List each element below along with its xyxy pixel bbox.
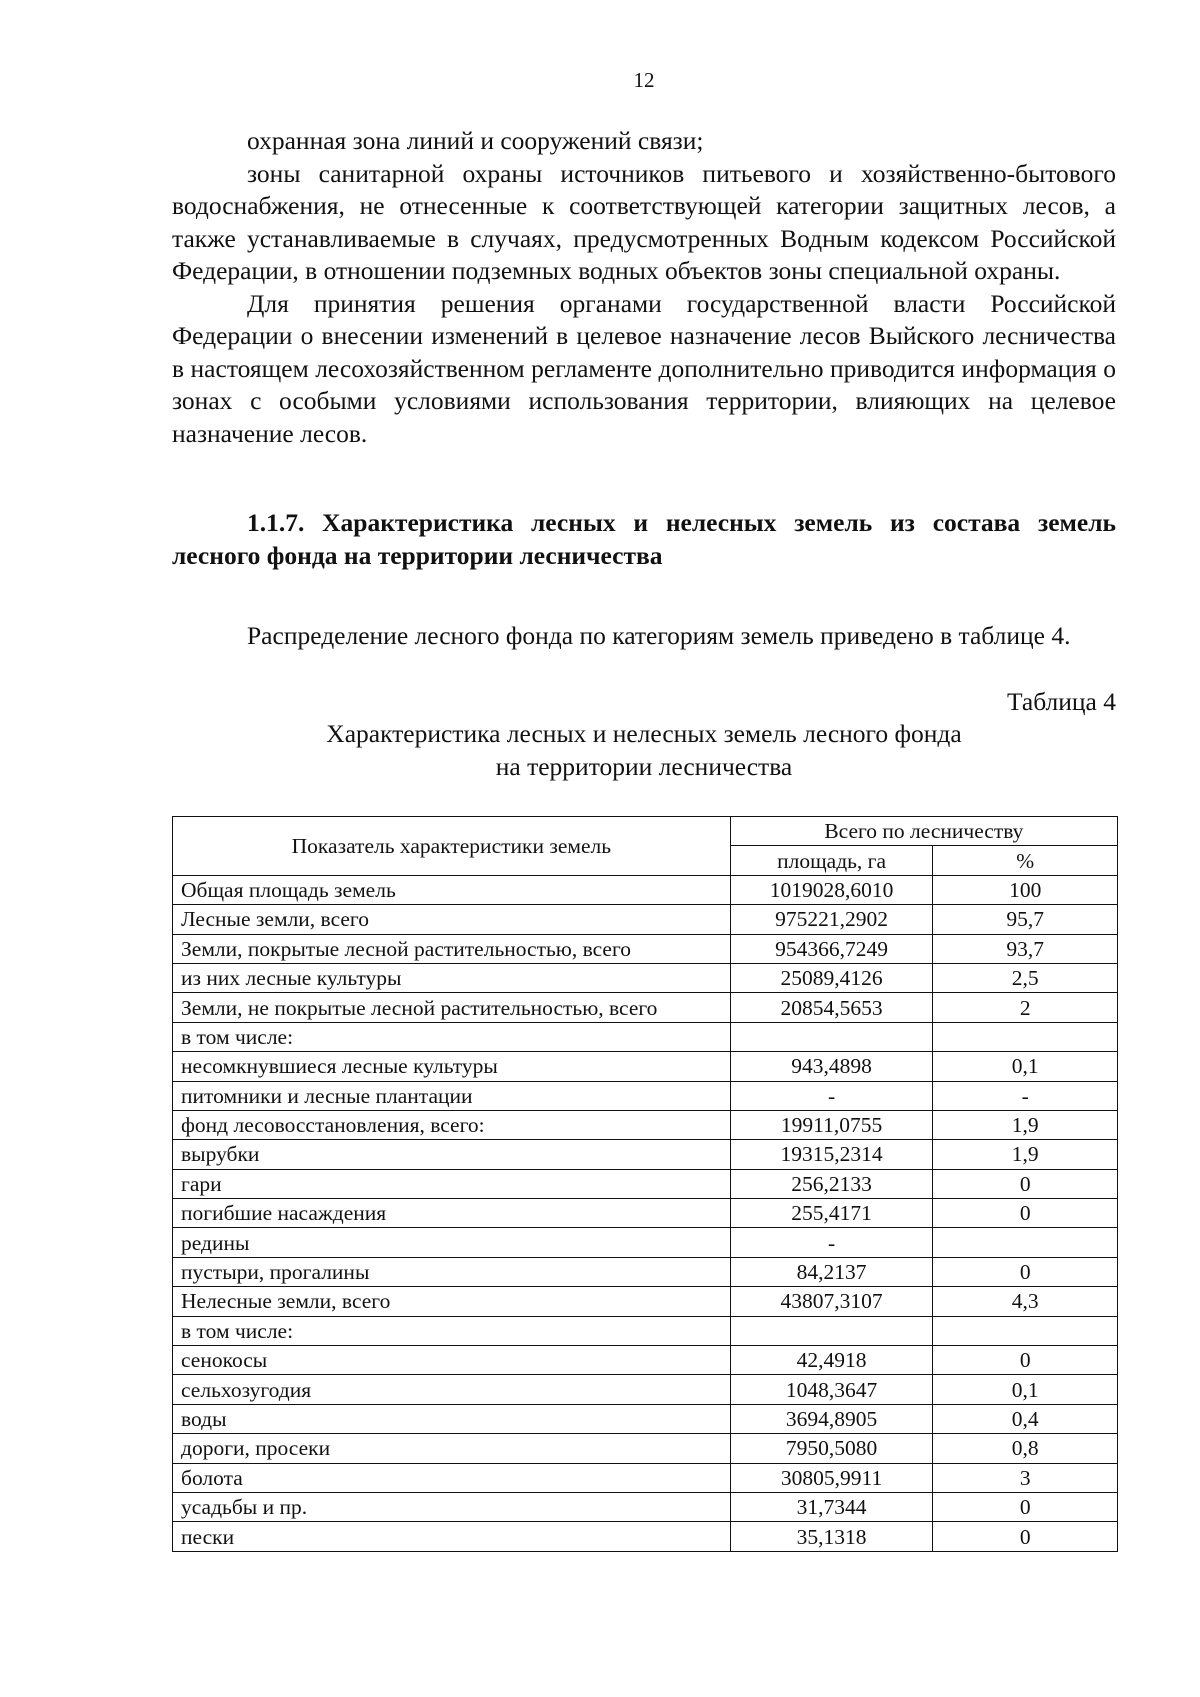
row-area: 1048,3647 <box>730 1375 933 1404</box>
row-percent: 0 <box>933 1199 1118 1228</box>
body-text <box>172 125 1116 450</box>
row-indicator: несомкнувшиеся лесные культуры <box>173 1052 731 1081</box>
row-percent: 0 <box>933 1492 1118 1521</box>
page-number: 12 <box>633 68 655 92</box>
row-area: 3694,8905 <box>730 1404 933 1433</box>
table-row <box>173 1463 1118 1492</box>
row-percent: 0,1 <box>933 1052 1118 1081</box>
table-row <box>173 1081 1118 1110</box>
row-percent: 0,8 <box>933 1434 1118 1463</box>
row-percent: 100 <box>933 875 1118 904</box>
table-row <box>173 1404 1118 1433</box>
table-row <box>173 1522 1118 1551</box>
table-row <box>173 963 1118 992</box>
table-row <box>173 1257 1118 1286</box>
row-indicator: редины <box>173 1228 731 1257</box>
row-indicator: болота <box>173 1463 731 1492</box>
row-indicator: вырубки <box>173 1140 731 1169</box>
row-area: - <box>730 1081 933 1110</box>
row-indicator: сельхозугодия <box>173 1375 731 1404</box>
row-indicator: фонд лесовосстановления, всего: <box>173 1110 731 1139</box>
table-row <box>173 1287 1118 1316</box>
row-area: 255,4171 <box>730 1199 933 1228</box>
table-row <box>173 1052 1118 1081</box>
table-row <box>173 875 1118 904</box>
row-area: 43807,3107 <box>730 1287 933 1316</box>
table-row <box>173 1199 1118 1228</box>
table-row <box>173 1110 1118 1139</box>
row-indicator: дороги, просеки <box>173 1434 731 1463</box>
table-row <box>173 905 1118 934</box>
table-title <box>172 718 1116 783</box>
row-percent: 0 <box>933 1522 1118 1551</box>
table-title-line-1: Характеристика лесных и нелесных земель лесного фонда <box>326 719 962 748</box>
row-area: 1019028,6010 <box>730 875 933 904</box>
row-indicator: Земли, не покрытые лесной растительностью, всего <box>173 993 731 1022</box>
row-area: - <box>730 1228 933 1257</box>
table-row <box>173 1316 1118 1345</box>
row-percent: 2,5 <box>933 963 1118 992</box>
intro-text: Распределение лесного фонда по категориям земель приведено в таблице 4. <box>247 621 1071 650</box>
section-heading: 1.1.7. Характеристика лесных и нелесных земель из состава земель лесного фонда на территории лесничества <box>172 508 1116 570</box>
paragraph-communication-zone: охранная зона линий и сооружений связи; <box>247 126 704 155</box>
header-indicator: Показатель характеристики земель <box>173 817 731 876</box>
paragraph-sanitary-zones: зоны санитарной охраны источников питьевого и хозяйственно-бытового водоснабжения, не отнесенные к соответствующей категории защитных лесов, а также устанавливаемые в случаях, предусмотренных Водным кодексом Российской Федерации, в отношении подземных водных объектов зоны специальной охраны. <box>172 158 1116 285</box>
row-percent: 1,9 <box>933 1140 1118 1169</box>
row-area: 25089,4126 <box>730 963 933 992</box>
row-area: 256,2133 <box>730 1169 933 1198</box>
row-indicator: из них лесные культуры <box>173 963 731 992</box>
table-row <box>173 1022 1118 1051</box>
header-percent: % <box>933 846 1118 875</box>
table-row <box>173 1434 1118 1463</box>
row-indicator: гари <box>173 1169 731 1198</box>
table-row <box>173 1140 1118 1169</box>
table-row <box>173 993 1118 1022</box>
header-total: Всего по лесничеству <box>730 817 1117 846</box>
row-area: 20854,5653 <box>730 993 933 1022</box>
row-indicator: Нелесные земли, всего <box>173 1287 731 1316</box>
row-percent <box>933 1316 1118 1345</box>
table-row <box>173 1228 1118 1257</box>
table-row <box>173 1169 1118 1198</box>
row-indicator: воды <box>173 1404 731 1433</box>
row-percent: 93,7 <box>933 934 1118 963</box>
table-row <box>173 934 1118 963</box>
row-percent: 0,1 <box>933 1375 1118 1404</box>
row-percent <box>933 1022 1118 1051</box>
row-area: 19911,0755 <box>730 1110 933 1139</box>
row-percent: 3 <box>933 1463 1118 1492</box>
row-indicator: Лесные земли, всего <box>173 905 731 934</box>
row-percent: 0,4 <box>933 1404 1118 1433</box>
row-area: 975221,2902 <box>730 905 933 934</box>
row-area: 954366,7249 <box>730 934 933 963</box>
paragraph-decision-info: Для принятия решения органами государственной власти Российской Федерации о внесении изменений в целевое назначение лесов Выйского лесничества в настоящем лесохозяйственном регламенте дополнительно приводится информация о зонах с особыми условиями использования территории, влияющих на целевое назначение лесов. <box>172 288 1116 448</box>
row-area: 30805,9911 <box>730 1463 933 1492</box>
row-percent: 2 <box>933 993 1118 1022</box>
row-indicator: сенокосы <box>173 1346 731 1375</box>
row-indicator: в том числе: <box>173 1316 731 1345</box>
header-area: площадь, га <box>730 846 933 875</box>
land-characteristics-table <box>172 816 1118 1552</box>
table-body <box>173 875 1118 1551</box>
row-indicator: Земли, покрытые лесной растительностью, всего <box>173 934 731 963</box>
row-percent: 95,7 <box>933 905 1118 934</box>
row-indicator: погибшие насаждения <box>173 1199 731 1228</box>
row-percent <box>933 1228 1118 1257</box>
table-label: Таблица 4 <box>1006 687 1116 716</box>
row-area: 7950,5080 <box>730 1434 933 1463</box>
table-title-line-2: на территории лесничества <box>495 751 793 781</box>
row-indicator: усадьбы и пр. <box>173 1492 731 1521</box>
row-indicator: в том числе: <box>173 1022 731 1051</box>
row-area: 42,4918 <box>730 1346 933 1375</box>
row-area: 943,4898 <box>730 1052 933 1081</box>
table-row <box>173 1492 1118 1521</box>
row-area: 19315,2314 <box>730 1140 933 1169</box>
row-area <box>730 1022 933 1051</box>
table-row <box>173 1346 1118 1375</box>
row-percent: 0 <box>933 1169 1118 1198</box>
row-area: 35,1318 <box>730 1522 933 1551</box>
row-indicator: питомники и лесные плантации <box>173 1081 731 1110</box>
row-area: 84,2137 <box>730 1257 933 1286</box>
row-indicator: пески <box>173 1522 731 1551</box>
row-area <box>730 1316 933 1345</box>
row-percent: - <box>933 1081 1118 1110</box>
row-percent: 4,3 <box>933 1287 1118 1316</box>
row-percent: 0 <box>933 1257 1118 1286</box>
row-indicator: пустыри, прогалины <box>173 1257 731 1286</box>
row-indicator: Общая площадь земель <box>173 875 731 904</box>
table-row <box>173 1375 1118 1404</box>
row-area: 31,7344 <box>730 1492 933 1521</box>
row-percent: 0 <box>933 1346 1118 1375</box>
row-percent: 1,9 <box>933 1110 1118 1139</box>
